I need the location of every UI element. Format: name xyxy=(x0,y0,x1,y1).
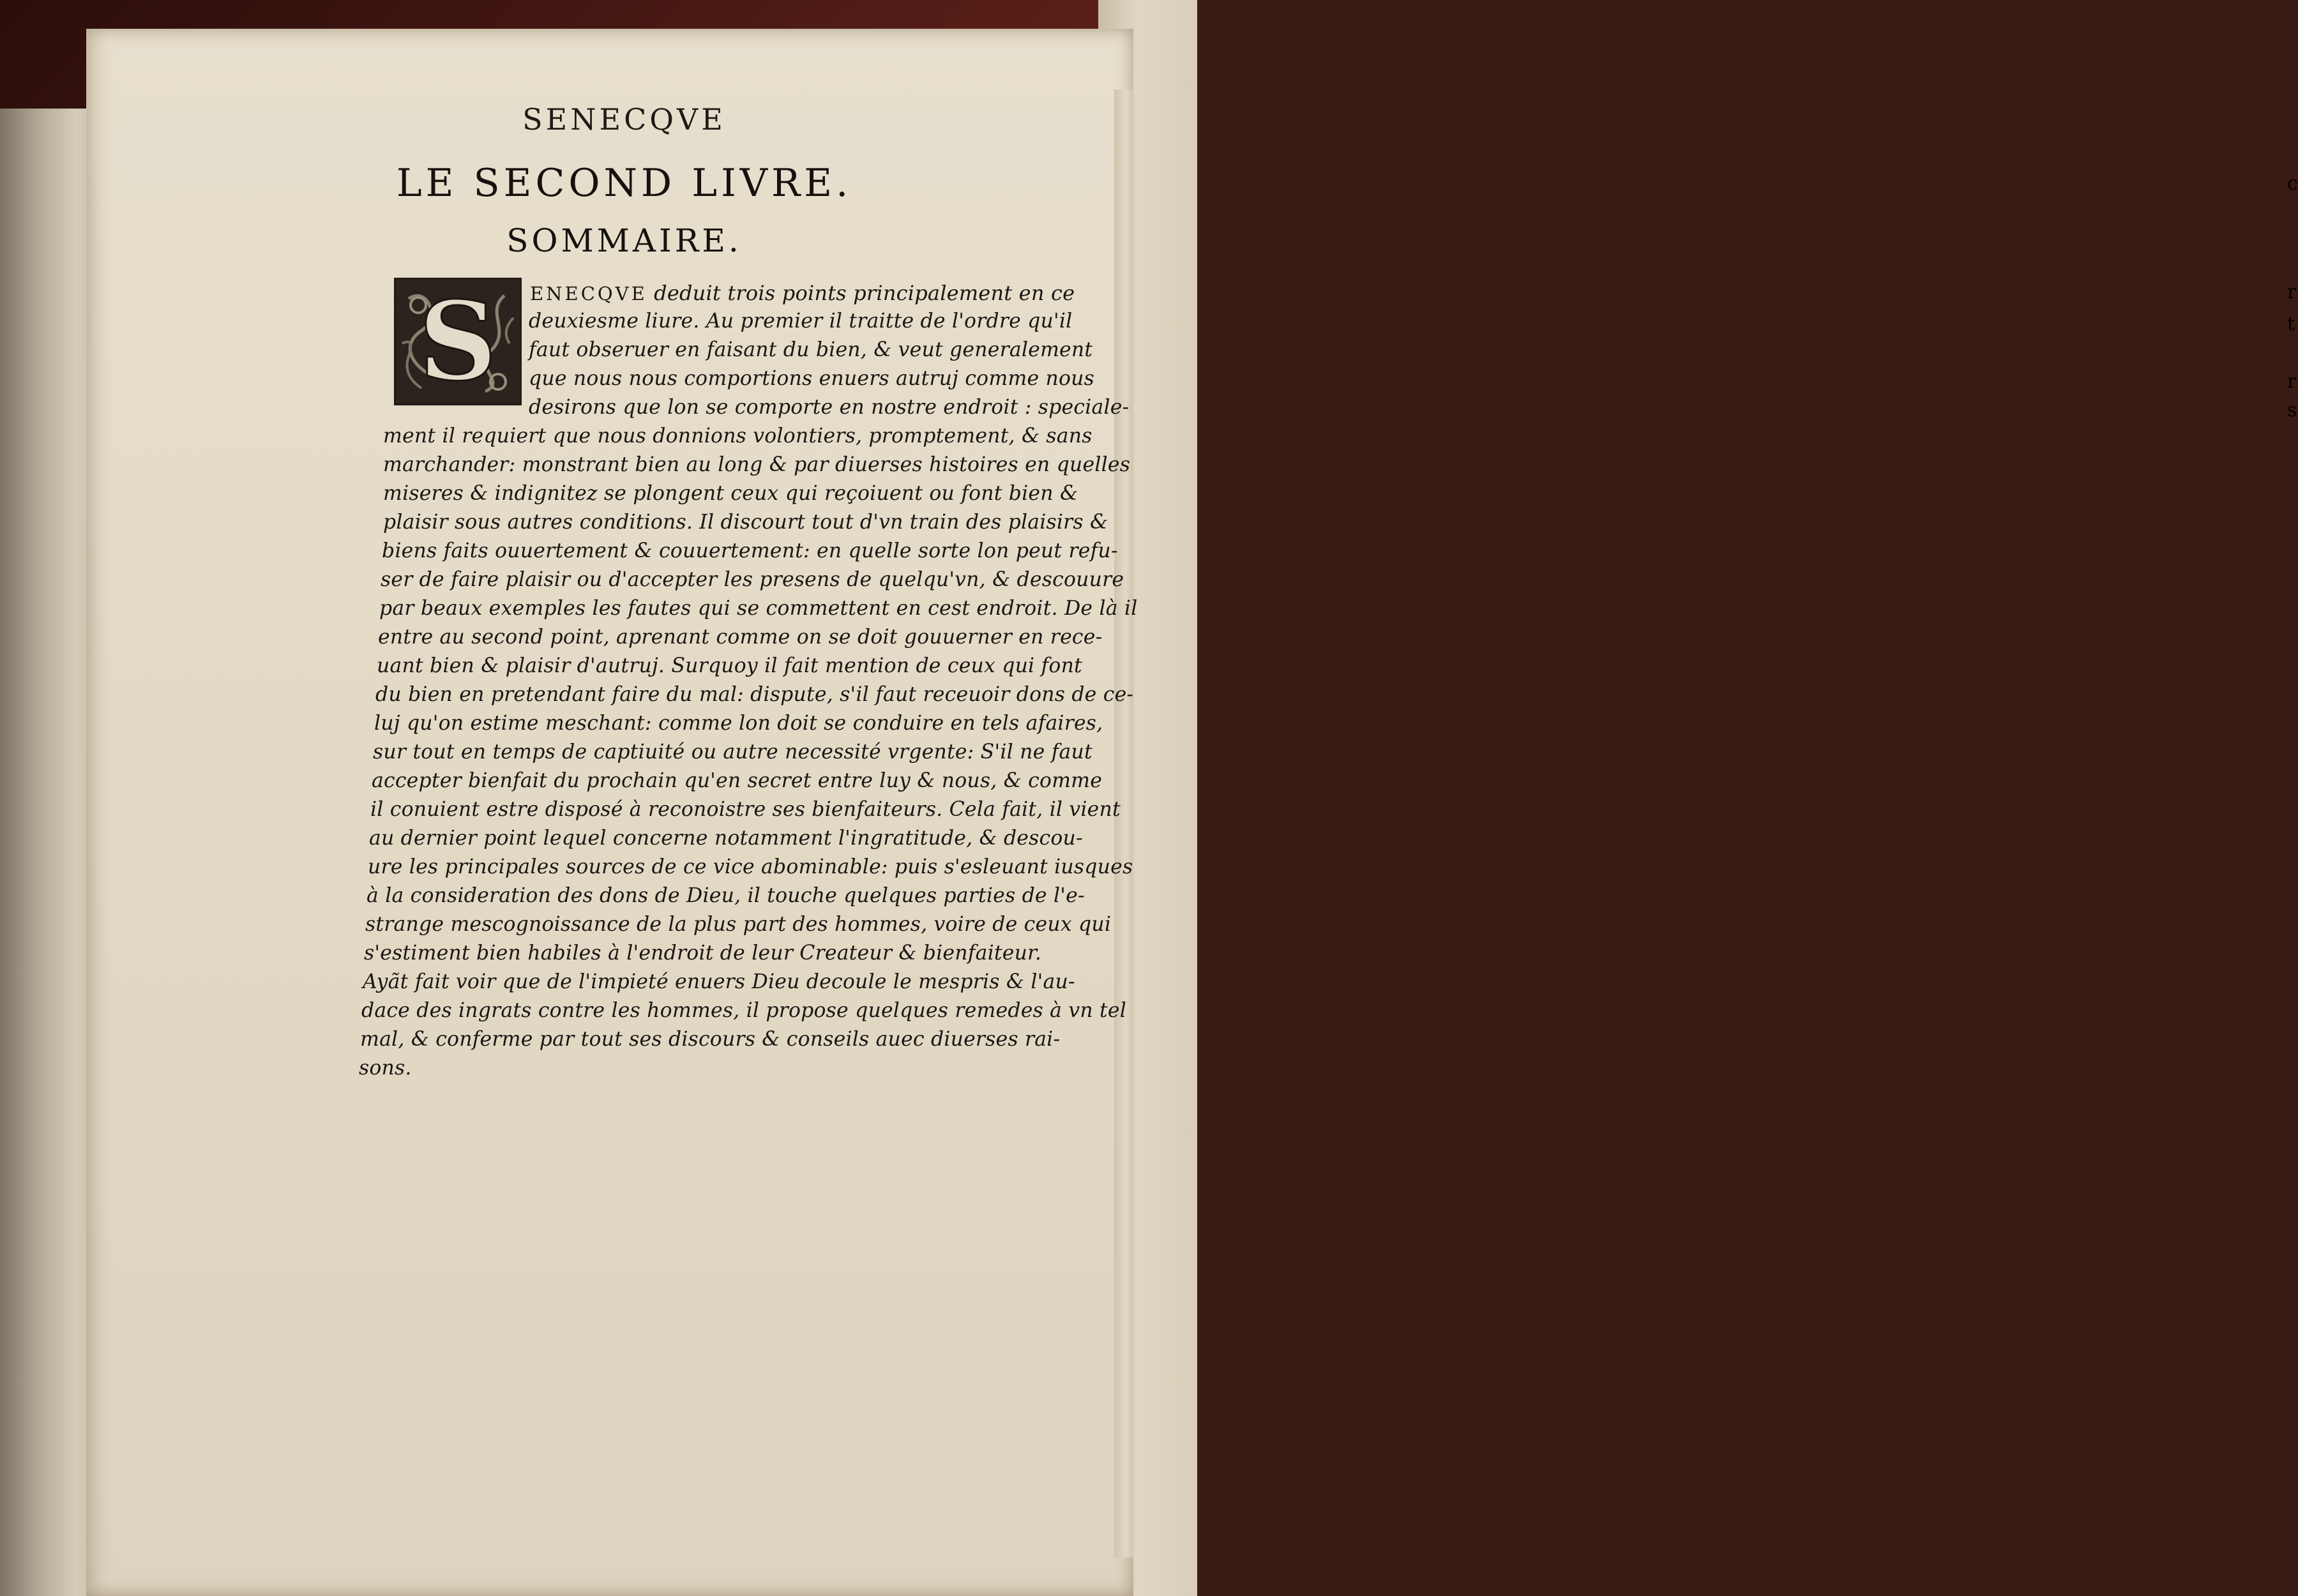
text-line: par beaux exemples les fautes qui se commettent en cest endroit. De là il xyxy=(379,597,1138,620)
text-line: s'estiment bien habiles à l'endroit de leur Createur & bienfaiteur. xyxy=(364,942,1042,965)
text-line: sur tout en temps de captiuité ou autre necessité vrgente: S'il ne faut xyxy=(373,741,1092,764)
text-line: desirons que lon se comporte en nostre endroit : speciale- xyxy=(529,396,1130,419)
page-edge-shadow xyxy=(1114,89,1133,1558)
text-line: marchander: monstrant bien au long & par diuerses histoires en quelles xyxy=(383,453,1131,476)
edge-letter: t xyxy=(2287,313,2295,335)
edge-letter: r xyxy=(2287,370,2297,393)
text-line: il conuient estre disposé à reconoistre ses bienfaiteurs. Cela fait, il vient xyxy=(370,798,1121,821)
ornamental-drop-cap xyxy=(394,278,522,405)
edge-letter: r xyxy=(2287,281,2297,303)
text-line: accepter bienfait du prochain qu'en secret entre luy & nous, & comme xyxy=(372,769,1103,792)
text-line: biens faits ouuertement & couuertement: en quelle sorte lon peut refu- xyxy=(382,539,1118,562)
text-line: luj qu'on estime meschant: comme lon doit se conduire en tels afaires, xyxy=(374,712,1103,735)
text-line: ure les principales sources de ce vice abominable: puis s'esleuant iusques xyxy=(368,855,1133,878)
text-line: à la consideration des dons de Dieu, il touche quelques parties de l'e- xyxy=(367,884,1085,907)
text-line: plaisir sous autres conditions. Il discourt tout d'vn train des plaisirs & xyxy=(383,511,1108,534)
first-line-rest: deduit trois points principalement en ce xyxy=(647,281,1075,305)
book-binding xyxy=(0,109,96,1596)
book-title: LE SECOND LIVRE. xyxy=(396,161,852,206)
text-line-1 xyxy=(530,281,1075,305)
running-head: SENECQVE xyxy=(522,102,726,137)
text-line: sons. xyxy=(359,1057,412,1080)
first-word: ENECQVE xyxy=(530,283,647,305)
edge-letter: s xyxy=(2287,399,2297,421)
drop-cap-letter: S xyxy=(418,278,497,405)
summary-heading: SOMMAIRE. xyxy=(506,222,742,259)
text-line: Ayãt fait voir que de l'impieté enuers Dieu decoule le mespris & l'au- xyxy=(363,970,1075,993)
text-line: que nous nous comportions enuers autruj comme nous xyxy=(529,367,1095,390)
text-line: ment il requiert que nous donnions volontiers, promptement, & sans xyxy=(383,425,1092,448)
text-line: faut obseruer en faisant du bien, & veut generalement xyxy=(529,338,1093,361)
text-line: miseres & indignitez se plongent ceux qui reçoiuent ou font bien & xyxy=(383,482,1078,505)
text-line: du bien en pretendant faire du mal: dispute, s'il faut receuoir dons de ce- xyxy=(375,683,1134,706)
text-line: uant bien & plaisir d'autruj. Surquoy il fait mention de ceux qui font xyxy=(377,654,1082,677)
text-line: deuxiesme liure. Au premier il traitte de l'ordre qu'il xyxy=(529,310,1073,333)
text-line: mal, & conferme par tout ses discours & conseils auec diuerses rai- xyxy=(360,1028,1061,1051)
edge-letter: c xyxy=(2287,172,2298,195)
text-line: au dernier point lequel concerne notamment l'ingratitude, & descou- xyxy=(369,827,1083,850)
text-line: dace des ingrats contre les hommes, il propose quelques remedes à vn tel xyxy=(361,999,1127,1022)
text-line: ser de faire plaisir ou d'accepter les presens de quelqu'vn, & descouure xyxy=(381,568,1124,591)
text-line: strange mescognoissance de la plus part des hommes, voire de ceux qui xyxy=(365,913,1112,936)
text-line: entre au second point, aprenant comme on se doit gouuerner en rece- xyxy=(378,626,1103,649)
